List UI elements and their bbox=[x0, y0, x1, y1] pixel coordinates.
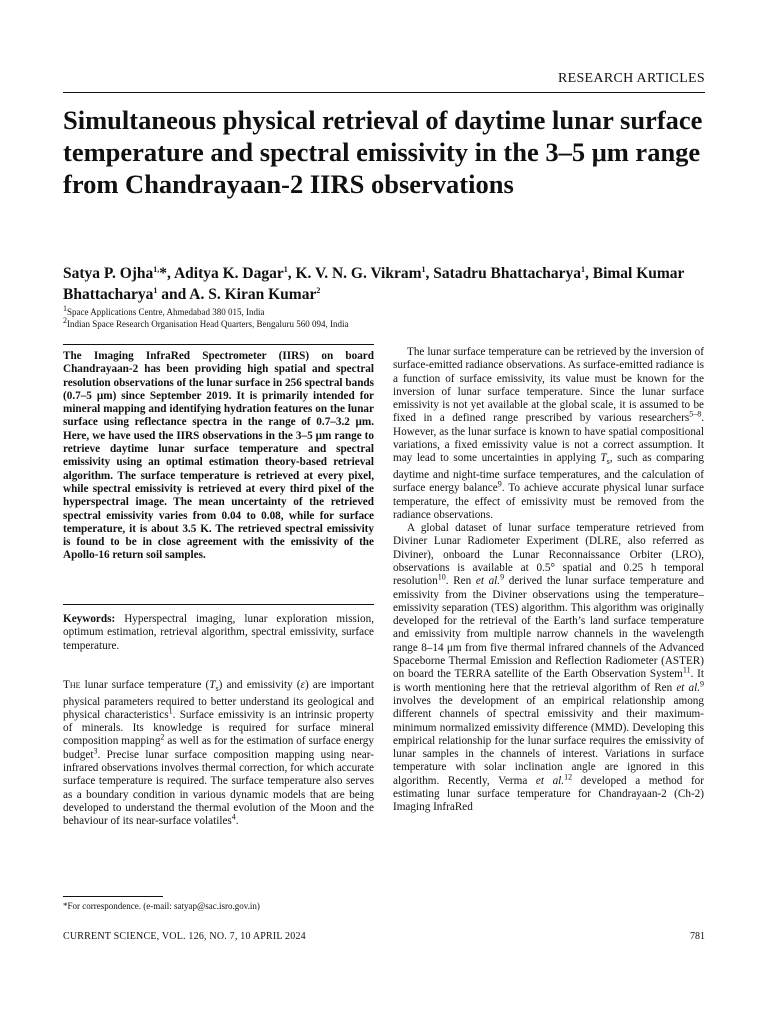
abstract-top-rule bbox=[63, 344, 374, 345]
body-text: as well as for the estimation of surface energy budget bbox=[63, 735, 374, 761]
affiliation-2 bbox=[63, 318, 713, 330]
body-text: . Ren bbox=[445, 575, 476, 588]
affiliation-marker: 1 bbox=[421, 264, 426, 274]
symbol-subscript: s bbox=[606, 457, 610, 467]
author-name: Aditya K. Dagar bbox=[173, 265, 284, 282]
et-al: et al. bbox=[535, 774, 565, 787]
article-title: Simultaneous physical retrieval of daytime lunar surface temperature and spectral emissivity in the 3–5 μm range from Chandrayaan-2 IIRS observations bbox=[63, 105, 703, 199]
body-paragraph bbox=[393, 346, 704, 522]
correspondence-marker: *, bbox=[159, 265, 174, 282]
body-paragraph bbox=[393, 522, 704, 815]
body-text: . To achieve accurate physical lunar surface temperature, the effect of emissivity must be removed from the radiance observations. bbox=[393, 482, 704, 521]
drop-lead-word: The bbox=[63, 679, 81, 691]
body-text: A global dataset of lunar surface temperature retrieved from Diviner Lunar Radiometer Experiment (DLRE, also referred as Diviner), onboard the Lunar Reconnaissance Orbiter (LRO), observations is available at 0.5° spatial and 0.25 h temporal resolution bbox=[393, 522, 704, 588]
reference-marker: 10 bbox=[437, 572, 446, 582]
body-text: derived the lunar surface temperature and emissivity from the Diviner observations using the temperature–emissivity separation (TES) algorithm. This algorithm was originally developed for the retrieval of the Earth’s land surface temperature and emissivity from multiple narrow channels in the wavelength range 8–14 μm from five thermal infrared channels of the Advanced Spaceborne Thermal Emission and Reflection Radiometer (ASTER) on board the TERRA satellite of the Earth Observation System bbox=[393, 575, 704, 681]
body-text: ) are important physical parameters required to better understand its geological and physical characteristics bbox=[63, 679, 374, 721]
body-text: lunar surface temperature ( bbox=[80, 679, 210, 691]
intro-paragraph bbox=[63, 679, 374, 829]
body-text: . However, as the lunar surface is known to have spatial compositional variations, a fixed emissivity value is not a correct assumption. It may lead to some uncertainties in applying bbox=[393, 412, 704, 465]
symbol-ts: T bbox=[209, 679, 216, 691]
reference-marker: 9 bbox=[497, 479, 502, 489]
reference-marker: 5–8 bbox=[689, 409, 702, 419]
abstract: The Imaging InfraRed Spectrometer (IIRS) on board Chandrayaan-2 has been providing high spatial and spectral resolution observations of the lunar surface in 256 spectral bands (0.7–5 μm) since September 2019. It is primarily intended for mineral mapping and identifying hydration features on the lunar surface using reflectance spectra in the range of 0.7–3.2 μm. Here, we have used the IIRS observations in the 3–5 μm range to retrieve daytime lunar surface temperature and spectral emissivity using an optimal estimation theory-based retrieval algorithm. The surface temperature is retrieved at every pixel, while spectral emissivity is retrieved at every third pixel of the hyperspectral image. The mean uncertainty of the retrieved spectral emissivity varies from 0.04 to 0.08, while for surface temperature, it is about 3.5 K. The retrieved spectral emissivity is found to be in close agreement with the emissivity of the Apollo-16 return soil samples. bbox=[63, 350, 374, 562]
et-al: et al. bbox=[676, 681, 701, 694]
reference-marker: 2 bbox=[160, 732, 165, 742]
affiliation-marker: 1, bbox=[153, 264, 160, 274]
author-name: , K. V. N. G. Vikram bbox=[287, 265, 422, 282]
reference-marker: 11 bbox=[682, 665, 691, 675]
reference-marker: 12 bbox=[564, 772, 573, 781]
body-text: involves the development of an empirical relationship among different channels of spectral emissivity and their maximum-minimum normalized emissivity difference (MMD). Developing this empirical relationship for the lunar surface requires the emissivity of lunar samples in the channels of interest. Variations in surface temperature with solar inclination angle are ignored in this algorithm. Recently, Verma bbox=[393, 694, 704, 787]
correspondence-footnote: *For correspondence. (e-mail: satyap@sac.isro.gov.in) bbox=[63, 901, 260, 911]
body-text: . Surface emissivity is an intrinsic property of minerals. Its knowledge is required for surface mineral composition mapping bbox=[63, 708, 374, 748]
reference-marker: 9 bbox=[500, 572, 505, 582]
section-label: RESEARCH ARTICLES bbox=[557, 71, 705, 86]
reference-marker: 9 bbox=[700, 678, 705, 688]
affiliation-marker: 2 bbox=[316, 285, 321, 295]
body-text: ) and emissivity ( bbox=[218, 679, 301, 691]
et-al: et al. bbox=[475, 575, 501, 588]
affiliation-text: Indian Space Research Organisation Head Quarters, Bengaluru 560 094, India bbox=[67, 319, 349, 329]
symbol-subscript: s bbox=[215, 684, 219, 694]
symbol-ts: T bbox=[600, 452, 607, 465]
body-text: developed a method for estimating lunar surface temperature for Chandrayaan-2 (Ch-2) Imaging InfraRed bbox=[393, 774, 704, 814]
journal-footer: CURRENT SCIENCE, VOL. 126, NO. 7, 10 APRIL 2024 bbox=[63, 931, 306, 942]
header-rule bbox=[63, 92, 705, 93]
reference-marker: 4 bbox=[231, 812, 236, 822]
keywords bbox=[63, 613, 374, 653]
page-number: 781 bbox=[690, 931, 705, 942]
affiliation-marker: 1 bbox=[63, 304, 67, 313]
author-name: , Bimal Kumar Bhattacharya bbox=[63, 265, 685, 303]
affiliation-text: Space Applications Centre, Ahmedabad 380 015, India bbox=[67, 307, 265, 317]
body-text: . bbox=[235, 815, 239, 828]
author-name: Satya P. Ojha bbox=[63, 265, 154, 282]
affiliation-marker: 1 bbox=[580, 264, 585, 274]
keywords-label: Keywords: bbox=[63, 613, 116, 625]
right-column bbox=[393, 346, 704, 815]
author-name: , Satadru Bhattacharya bbox=[425, 265, 581, 282]
affiliation-marker: 1 bbox=[283, 264, 288, 274]
affiliation-marker: 1 bbox=[153, 285, 158, 295]
body-text: . It is worth mentioning here that the retrieval algorithm of Ren bbox=[393, 668, 704, 694]
reference-marker: 1 bbox=[168, 706, 173, 716]
author-list bbox=[63, 263, 723, 305]
body-text: , such as comparing daytime and night-time surface temperatures, and the calculation of surface energy balance bbox=[393, 452, 704, 495]
keywords-text: Hyperspectral imaging, lunar exploration mission, optimum estimation, retrieval algorithm, spectral emissivity, surface temperature. bbox=[63, 613, 374, 652]
reference-marker: 3 bbox=[93, 745, 98, 755]
body-text: . Precise lunar surface composition mapping using near-infrared observations involves thermal correction, for which accurate surface temperature is required. The surface temperature also serves as a boundary condition in various dynamic models that are being developed to understand the thermal evolution of the Moon and the behaviour of its near-surface volatiles bbox=[63, 748, 374, 828]
body-text: The lunar surface temperature can be retrieved by the inversion of surface-emitted radiance observations. As surface-emitted radiance is a function of surface emissivity, its value must be known for the inversion of lunar surface temperature. Since the lunar surface emissivity is not yet available at the global scale, it is assumed to be fixed in a defined range prescribed by various researchers bbox=[393, 346, 704, 425]
author-name: and A. S. Kiran Kumar bbox=[157, 286, 317, 303]
footnote-rule bbox=[63, 896, 163, 897]
abstract-bottom-rule bbox=[63, 604, 374, 605]
affiliation-1 bbox=[63, 306, 713, 318]
affiliation-marker: 2 bbox=[63, 316, 67, 325]
symbol-epsilon: ε bbox=[300, 679, 305, 691]
